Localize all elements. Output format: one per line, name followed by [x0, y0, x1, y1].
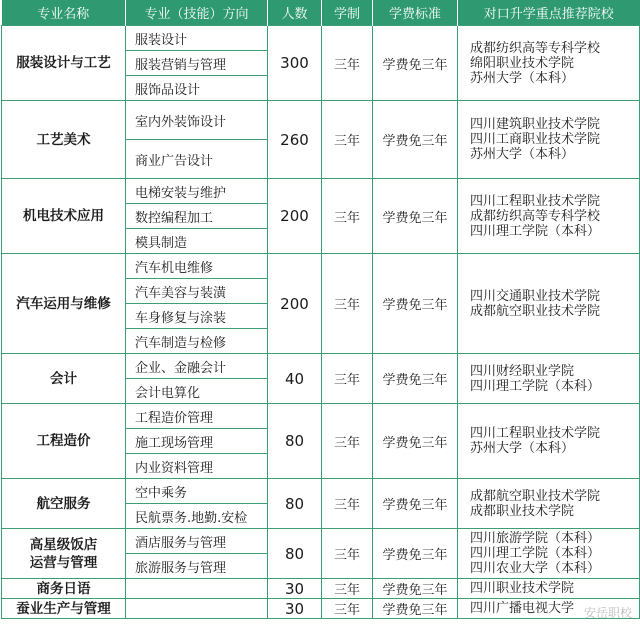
direction-cell: 工程造价管理	[126, 404, 268, 429]
table-row	[2, 179, 640, 204]
major-name: 汽车运用与维修	[2, 254, 126, 354]
school-name: 四川农业大学（本科）	[470, 561, 601, 576]
header-count: 人数	[268, 0, 322, 26]
school-name: 四川理工学院（本科）	[470, 223, 601, 239]
schools-cell	[458, 479, 640, 529]
direction-cell	[126, 579, 268, 599]
school-name: 四川建筑职业技术学院	[470, 117, 601, 132]
header-row	[2, 0, 640, 26]
major-name-line: 运营与管理	[29, 554, 98, 571]
direction-cell: 施工现场管理	[126, 429, 268, 454]
school-name: 成都职业技术学院	[470, 503, 575, 519]
direction-cell: 企业、金融会计	[126, 354, 268, 379]
table-row	[2, 26, 640, 51]
direction-cell: 旅游服务与管理	[126, 554, 268, 579]
years-cell: 三年	[322, 26, 373, 101]
direction-cell: 服装设计	[126, 26, 268, 51]
table-row	[2, 404, 640, 429]
direction-cell: 电梯安装与维护	[126, 179, 268, 204]
count-cell: 80	[268, 479, 322, 529]
direction-cell	[126, 599, 268, 619]
table-row	[2, 529, 640, 554]
direction-cell: 商业广告设计	[126, 140, 268, 179]
major-name: 航空服务	[2, 479, 126, 529]
header-fee: 学费标准	[373, 0, 458, 26]
years-cell: 三年	[322, 254, 373, 354]
direction-cell: 空中乘务	[126, 479, 268, 504]
direction-cell: 服饰品设计	[126, 76, 268, 101]
direction-cell: 会计电算化	[126, 379, 268, 404]
count-cell: 30	[268, 579, 322, 599]
direction-cell: 服装营销与管理	[126, 51, 268, 76]
table-body	[2, 26, 640, 619]
table-row	[2, 254, 640, 279]
fee-cell: 学费免三年	[373, 354, 458, 404]
school-name: 四川广播电视大学	[470, 601, 575, 616]
watermark: 安岳职校	[583, 606, 632, 620]
school-name: 绵阳职业技术学院	[470, 55, 575, 71]
direction-cell: 酒店服务与管理	[126, 529, 268, 554]
school-name: 四川财经职业学院	[470, 363, 575, 379]
years-cell: 三年	[322, 354, 373, 404]
schools-cell	[458, 254, 640, 354]
fee-cell: 学费免三年	[373, 179, 458, 254]
years-cell: 三年	[322, 579, 373, 599]
years-cell: 三年	[322, 479, 373, 529]
count-cell: 40	[268, 354, 322, 404]
fee-cell: 学费免三年	[373, 254, 458, 354]
direction-cell: 车身修复与涂装	[126, 304, 268, 329]
header-direction: 专业（技能）方向	[126, 0, 268, 26]
direction-cell: 汽车制造与检修	[126, 329, 268, 354]
major-name: 商务日语	[2, 579, 126, 599]
fee-cell: 学费免三年	[373, 404, 458, 479]
school-name: 四川交通职业技术学院	[470, 288, 601, 304]
fee-cell: 学费免三年	[373, 479, 458, 529]
school-name: 四川工程职业技术学院	[470, 426, 601, 441]
direction-cell: 汽车美容与装潢	[126, 279, 268, 304]
school-name: 成都纺织高等专科学校	[470, 208, 601, 224]
major-name: 服装设计与工艺	[2, 26, 126, 101]
count-cell: 80	[268, 529, 322, 579]
majors-table	[1, 0, 640, 619]
direction-cell: 数控编程加工	[126, 204, 268, 229]
years-cell: 三年	[322, 101, 373, 179]
count-cell: 260	[268, 101, 322, 179]
direction-cell: 民航票务.地勤.安检	[126, 504, 268, 529]
direction-cell: 室内外装饰设计	[126, 101, 268, 140]
header-schools: 对口升学重点推荐院校	[458, 0, 640, 26]
schools-cell	[458, 179, 640, 254]
schools-cell	[458, 529, 640, 579]
count-cell: 80	[268, 404, 322, 479]
major-name	[2, 529, 126, 579]
count-cell: 200	[268, 254, 322, 354]
school-name: 成都航空职业技术学院	[470, 303, 601, 319]
major-name: 机电技术应用	[2, 179, 126, 254]
fee-cell: 学费免三年	[373, 599, 458, 619]
schools-cell	[458, 354, 640, 404]
schools-cell	[458, 26, 640, 101]
schools-cell	[458, 101, 640, 179]
school-name: 四川理工学院（本科）	[470, 546, 601, 561]
direction-cell: 汽车机电维修	[126, 254, 268, 279]
school-name: 成都航空职业技术学院	[470, 488, 601, 504]
major-name-line: 高星级饭店	[29, 536, 98, 553]
school-name: 四川旅游学院（本科）	[470, 531, 601, 546]
school-name: 四川工程职业技术学院	[470, 193, 601, 209]
major-name: 会计	[2, 354, 126, 404]
school-name: 苏州大学（本科）	[470, 147, 575, 162]
fee-cell: 学费免三年	[373, 529, 458, 579]
table-row	[2, 579, 640, 599]
fee-cell: 学费免三年	[373, 579, 458, 599]
major-name: 工程造价	[2, 404, 126, 479]
school-name: 苏州大学（本科）	[470, 441, 575, 456]
major-name: 工艺美术	[2, 101, 126, 179]
table-row	[2, 599, 640, 619]
major-name: 蚕业生产与管理	[2, 599, 126, 619]
school-name: 四川理工学院（本科）	[470, 378, 601, 394]
school-name: 苏州大学（本科）	[470, 70, 575, 86]
schools-cell	[458, 579, 640, 599]
table-row	[2, 354, 640, 379]
table-row	[2, 479, 640, 504]
fee-cell: 学费免三年	[373, 26, 458, 101]
school-name: 四川职业技术学院	[470, 581, 575, 596]
header-years: 学制	[322, 0, 373, 26]
years-cell: 三年	[322, 404, 373, 479]
header-major: 专业名称	[2, 0, 126, 26]
fee-cell: 学费免三年	[373, 101, 458, 179]
schools-cell	[458, 404, 640, 479]
years-cell: 三年	[322, 599, 373, 619]
count-cell: 200	[268, 179, 322, 254]
direction-cell: 模具制造	[126, 229, 268, 254]
count-cell: 300	[268, 26, 322, 101]
count-cell: 30	[268, 599, 322, 619]
years-cell: 三年	[322, 179, 373, 254]
school-name: 成都纺织高等专科学校	[470, 40, 601, 56]
years-cell: 三年	[322, 529, 373, 579]
table-row	[2, 101, 640, 140]
direction-cell: 内业资料管理	[126, 454, 268, 479]
school-name: 四川工商职业技术学院	[470, 132, 601, 147]
